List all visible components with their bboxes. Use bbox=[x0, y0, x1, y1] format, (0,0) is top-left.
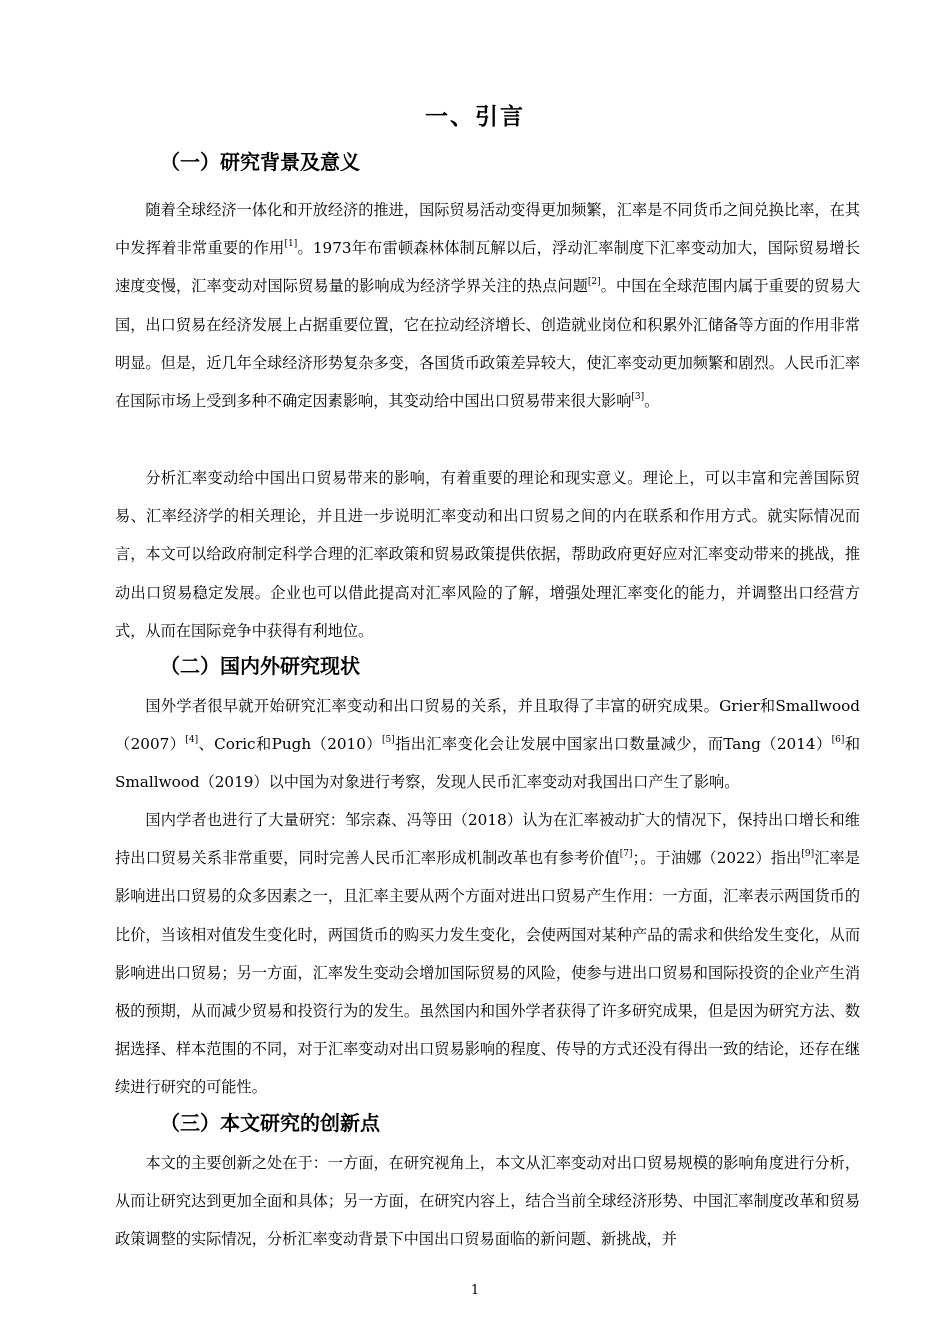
paragraph-background-1: 随着全球经济一体化和开放经济的推进，国际贸易活动变得更加频繁，汇率是不同货币之间兑换比率，在其中发挥着非常重要的作用[1]。1973年布雷顿森林体制瓦解以后，浮动汇率制度下汇率变动加大，国际贸易增长速度变慢，汇率变动对国际贸易量的影响成为经济学界关注的热点问题[2]。中国在全球范围内属于重要的贸易大国，出口贸易在经济发展上占据重要位置，它在拉动经济增长、创造就业岗位和积累外汇储备等方面的作用非常明显。但是，近几年全球经济形势复杂多变，各国货币政策差异较大，使汇率变动更加频繁和剧烈。人民币汇率在国际市场上受到多种不确定因素影响，其变动给中国出口贸易带来很大影响[3]。 bbox=[115, 201, 861, 411]
chapter-title: 一、引言 bbox=[425, 104, 525, 130]
citation-marker: [2] bbox=[587, 277, 601, 288]
page-number: 1 bbox=[470, 1283, 480, 1298]
citation-marker: [4] bbox=[185, 735, 199, 746]
paragraph-background-2: 分析汇率变动给中国出口贸易带来的影响，有着重要的理论和现实意义。理论上，可以丰富和完善国际贸易、汇率经济学的相关理论，并且进一步说明汇率变动和出口贸易之间的内在联系和作用方式。就实际情况而言，本文可以给政府制定科学合理的汇率政策和贸易政策提供依据，帮助政府更好应对汇率变动带来的挑战，推动出口贸易稳定发展。企业也可以借此提高对汇率风险的了解，增强处理汇率变化的能力，并调整出口经营方式，从而在国际竞争中获得有利地位。 bbox=[115, 469, 860, 640]
section-title-literature: （二）国内外研究现状 bbox=[160, 654, 360, 678]
paragraph-innovation: 本文的主要创新之处在于：一方面，在研究视角上，本文从汇率变动对出口贸易规模的影响角度进行分析，从而让研究达到更加全面和具体；另一方面，在研究内容上，结合当前全球经济形势、中国汇率制度改革和贸易政策调整的实际情况，分析汇率变动背景下中国出口贸易面临的新问题、新挑战，并 bbox=[115, 1154, 860, 1249]
citation-marker: [9] bbox=[801, 849, 815, 860]
citation-marker: [3] bbox=[631, 392, 645, 403]
citation-marker: [7] bbox=[619, 849, 633, 860]
citation-marker: [1] bbox=[284, 239, 298, 250]
citation-marker: [6] bbox=[831, 735, 845, 746]
section-title-innovation: （三）本文研究的创新点 bbox=[160, 1111, 380, 1135]
paragraph-literature-foreign: 国外学者很早就开始研究汇率变动和出口贸易的关系，并且取得了丰富的研究成果。Grier和Smallwood（2007）[4]、Coric和Pugh（2010）[5]指出汇率变化会让发展中国家出口数量减少，而Tang（2014）[6]和Smallwood（2019）以中国为对象进行考察，发现人民币汇率变动对我国出口产生了影响。 bbox=[115, 697, 861, 792]
section-title-background: （一）研究背景及意义 bbox=[160, 150, 360, 174]
paragraph-literature-domestic: 国内学者也进行了大量研究：邹宗森、冯等田（2018）认为在汇率被动扩大的情况下，保持出口增长和维持出口贸易关系非常重要，同时完善人民币汇率形成机制改革也有参考价值[7]；。于油娜（2022）指出[9]汇率是影响进出口贸易的众多因素之一，且汇率主要从两个方面对进出口贸易产生作用：一方面，汇率表示两国货币的比价，当该相对值发生变化时，两国货币的购买力发生变化，会使两国对某种产品的需求和供给发生变化，从而影响进出口贸易；另一方面，汇率发生变动会增加国际贸易的风险，使参与进出口贸易和国际投资的企业产生消极的预期，从而减少贸易和投资行为的发生。虽然国内和国外学者获得了许多研究成果，但是因为研究方法、数据选择、样本范围的不同，对于汇率变动对出口贸易影响的程度、传导的方式还没有得出一致的结论，还存在继续进行研究的可能性。 bbox=[115, 811, 860, 1097]
citation-marker: [5] bbox=[381, 735, 395, 746]
